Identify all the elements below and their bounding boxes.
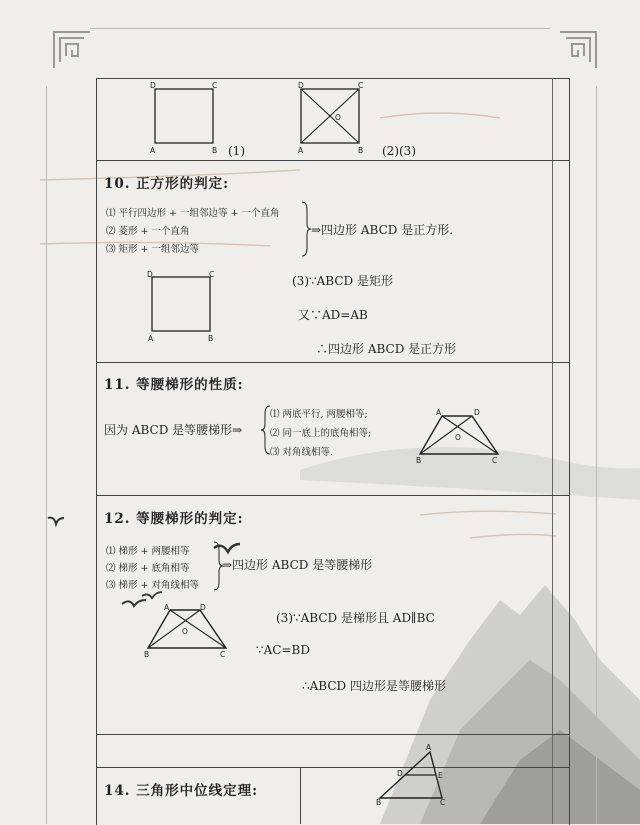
section-12-title: 12. 等腰梯形的判定: <box>104 511 244 527</box>
figure-caption-2: (2)(3) <box>382 144 416 158</box>
label-c: C <box>209 270 215 279</box>
section-11-lead: 因为 ABCD 是等腰梯形⇒ <box>104 423 243 437</box>
label-d: D <box>298 81 304 90</box>
frame-top-line <box>90 28 550 29</box>
cell-divider <box>300 767 301 824</box>
inner-right-line <box>552 78 553 824</box>
condition-item: ⑴ 梯形 + 两腰相等 <box>106 546 190 557</box>
label-d: D <box>397 769 403 778</box>
proof-line: ∴四边形 ABCD 是正方形 <box>316 342 457 356</box>
label-c: C <box>492 456 498 465</box>
section-12-result: ⇒四边形 ABCD 是等腰梯形 <box>222 558 373 572</box>
proof-line: 又∵AD=AB <box>298 308 368 322</box>
row-divider <box>96 362 569 363</box>
section-10-title: 10. 正方形的判定: <box>104 176 230 192</box>
condition-item: ⑴ 平行四边形 + 一组邻边等 + 一个直角 <box>106 208 280 219</box>
proof-line: ∵AC=BD <box>256 643 310 657</box>
frame-right-line <box>596 86 597 824</box>
label-d: D <box>150 81 156 90</box>
figure-caption-1: (1) <box>228 144 245 158</box>
label-c: C <box>358 81 364 90</box>
triangle-midline-figure <box>372 748 452 824</box>
label-d: D <box>147 270 153 279</box>
bird-icon <box>44 512 244 622</box>
label-b: B <box>376 798 382 807</box>
label-b: B <box>144 650 150 659</box>
proof-line: (3)∵ABCD 是梯形且 AD∥BC <box>276 611 435 625</box>
square-figure-3 <box>142 268 222 344</box>
property-item: ⑶ 对角线相等. <box>270 447 334 458</box>
label-a: A <box>436 408 442 417</box>
label-d: D <box>200 603 206 612</box>
frame-left-line <box>46 86 47 824</box>
label-a: A <box>148 334 154 343</box>
row-divider <box>96 734 569 735</box>
label-b: B <box>208 334 214 343</box>
row-divider <box>96 495 569 496</box>
row-divider <box>96 767 569 768</box>
condition-item: ⑶ 梯形 + 对角线相等 <box>106 580 200 591</box>
label-c: C <box>212 81 218 90</box>
label-c: C <box>440 798 446 807</box>
label-o: O <box>182 627 188 636</box>
label-a: A <box>426 743 432 752</box>
frame-corner-right-icon <box>556 28 600 72</box>
property-item: ⑵ 同一底上的底角相等; <box>270 428 372 439</box>
section-14-title: 14. 三角形中位线定理: <box>104 783 259 799</box>
condition-item: ⑵ 菱形 + 一个直角 <box>106 226 190 237</box>
label-o: O <box>455 433 461 442</box>
label-b: B <box>416 456 422 465</box>
condition-item: ⑶ 矩形 + 一组邻边等 <box>106 244 200 255</box>
label-d: D <box>474 408 480 417</box>
proof-line: (3)∵ABCD 是矩形 <box>292 274 393 288</box>
label-b: B <box>358 146 364 155</box>
square-figure-1 <box>145 80 225 156</box>
proof-line: ∴ABCD 四边形是等腰梯形 <box>302 679 446 693</box>
label-a: A <box>298 146 304 155</box>
condition-item: ⑵ 梯形 + 底角相等 <box>106 563 190 574</box>
frame-corner-left-icon <box>50 28 94 72</box>
label-a: A <box>150 146 156 155</box>
label-a: A <box>164 603 170 612</box>
section-10-result: ⇒四边形 ABCD 是正方形. <box>311 223 454 237</box>
square-figure-2 <box>294 80 374 156</box>
row-divider <box>96 160 569 161</box>
label-o: O <box>335 113 341 122</box>
section-11-title: 11. 等腰梯形的性质: <box>104 377 244 393</box>
property-item: ⑴ 两底平行, 两腰相等; <box>270 409 368 420</box>
label-e: E <box>438 771 443 780</box>
label-b: B <box>212 146 218 155</box>
label-c: C <box>220 650 226 659</box>
